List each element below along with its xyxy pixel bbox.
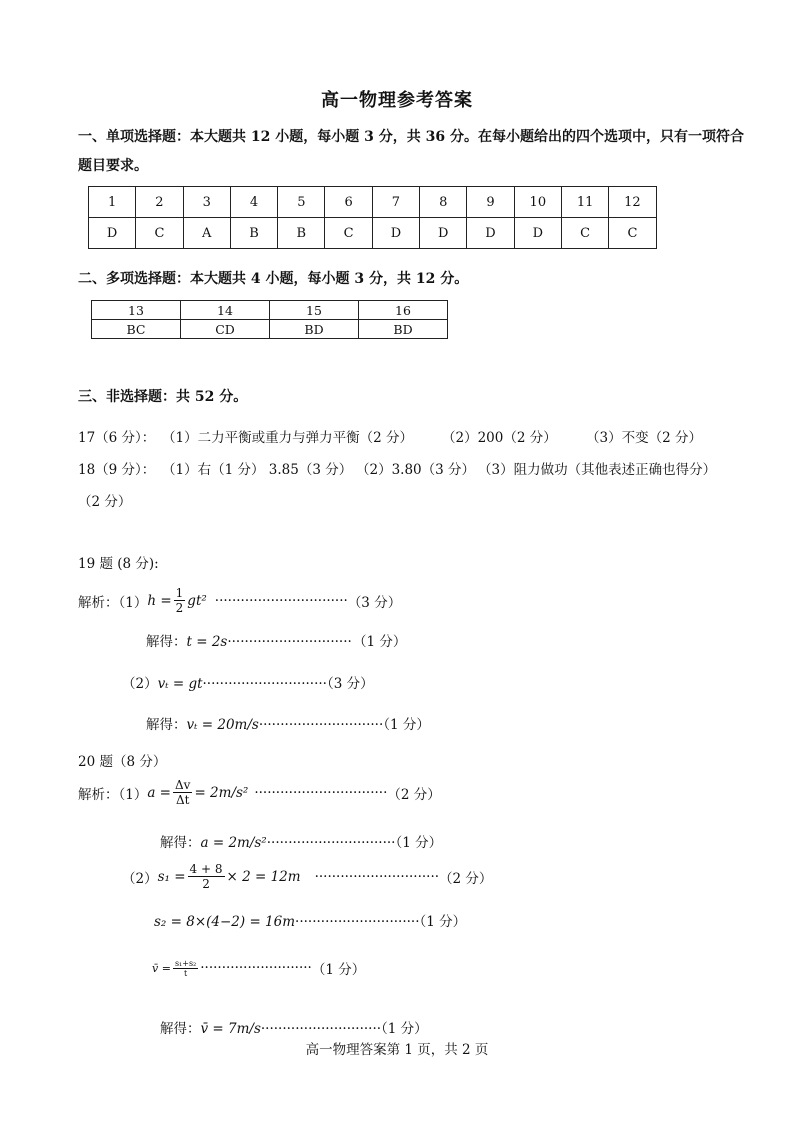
leader-dots: ······························ bbox=[266, 835, 396, 851]
solution-label: 解得： bbox=[146, 634, 187, 650]
part-label: （2） bbox=[122, 676, 158, 692]
q20-eq4-line bbox=[152, 958, 365, 978]
q18-part2: （2）3.80（3 分） bbox=[356, 462, 476, 478]
fraction-numerator: 4 + 8 bbox=[189, 862, 223, 876]
fraction-denominator: 2 bbox=[202, 877, 210, 891]
q18-part3: （3）阻力做功（其他表述正确也得分） bbox=[478, 462, 717, 478]
score: （1 分） bbox=[359, 634, 407, 650]
solution-label: 解得： bbox=[160, 1021, 201, 1037]
answer-cell: C bbox=[609, 218, 656, 249]
leader-dots: ····························· bbox=[314, 868, 440, 885]
table-row bbox=[92, 301, 448, 320]
q20-sol1-line bbox=[160, 831, 442, 851]
question-number-cell: 2 bbox=[136, 187, 183, 218]
section2-heading: 二、多项选择题：本大题共 4 小题，每小题 3 分，共 12 分。 bbox=[78, 271, 469, 287]
question-number-cell: 14 bbox=[181, 301, 270, 320]
q18-label: 18（9 分）： bbox=[78, 462, 156, 478]
table-row bbox=[89, 218, 657, 249]
question-number-cell: 1 bbox=[89, 187, 136, 218]
fraction bbox=[173, 959, 198, 978]
score: （1 分） bbox=[381, 1021, 428, 1037]
q18-part3-cont: （2 分） bbox=[78, 494, 132, 510]
eq-lhs: v̄ = bbox=[152, 961, 171, 975]
answer-cell: C bbox=[561, 218, 608, 249]
question-number-cell: 12 bbox=[609, 187, 656, 218]
answer-cell: BC bbox=[92, 320, 181, 339]
page-title: 高一物理参考答案 bbox=[321, 90, 473, 111]
part-label: （2） bbox=[122, 870, 158, 887]
jiexi-label: 解析：（1） bbox=[78, 594, 148, 611]
eq-lhs: a = bbox=[147, 784, 171, 801]
question-number-cell: 3 bbox=[183, 187, 230, 218]
solution-expr: a = 2m/s² bbox=[200, 835, 267, 851]
q20-label: 20 题（8 分） bbox=[78, 754, 167, 770]
solution-label: 解得： bbox=[160, 835, 201, 851]
question-number-cell: 10 bbox=[514, 187, 561, 218]
section1-heading-line2: 题目要求。 bbox=[78, 158, 148, 174]
page-footer: 高一物理答案第 1 页，共 2 页 bbox=[305, 1042, 489, 1058]
solution-label: 解得： bbox=[146, 717, 187, 733]
fraction-numerator: s₁+s₂ bbox=[174, 958, 197, 968]
answer-cell: CD bbox=[181, 320, 270, 339]
score: （1 分） bbox=[311, 962, 366, 978]
multi-choice-table bbox=[91, 300, 448, 339]
q20-eq3-line bbox=[154, 910, 466, 930]
fraction-numerator: Δv bbox=[175, 778, 191, 792]
score: （2 分） bbox=[387, 786, 441, 803]
question-number-cell: 9 bbox=[467, 187, 514, 218]
question-number-cell: 7 bbox=[372, 187, 419, 218]
answer-cell: D bbox=[467, 218, 514, 249]
table-row bbox=[89, 187, 657, 218]
answer-cell: D bbox=[372, 218, 419, 249]
score: （1 分） bbox=[419, 914, 467, 930]
question-number-cell: 6 bbox=[325, 187, 372, 218]
leader-dots: ···························· bbox=[260, 1021, 382, 1037]
section3-heading: 三、非选择题：共 52 分。 bbox=[78, 389, 248, 405]
score: （3 分） bbox=[347, 594, 402, 611]
fraction-denominator: t bbox=[183, 968, 188, 978]
answer-cell: B bbox=[230, 218, 277, 249]
leader-dots: ····························· bbox=[202, 676, 327, 692]
q19-sol1-line bbox=[146, 630, 406, 650]
fraction-denominator: Δt bbox=[175, 793, 190, 807]
q17-part3: （3）不变（2 分） bbox=[586, 430, 702, 446]
q20-eq2-line bbox=[122, 862, 492, 891]
answer-cell: C bbox=[136, 218, 183, 249]
question-number-cell: 11 bbox=[561, 187, 608, 218]
fraction-denominator: 2 bbox=[175, 601, 184, 615]
eq-expr: vₜ = gt bbox=[157, 676, 203, 692]
eq-lhs: h = bbox=[147, 592, 172, 609]
jiexi-label: 解析：（1） bbox=[78, 786, 148, 803]
score: （3 分） bbox=[326, 676, 374, 692]
eq-lhs: s₁ = bbox=[157, 868, 186, 885]
leader-dots: ····························· bbox=[295, 914, 420, 930]
solution-expr: vₜ = 20m/s bbox=[186, 717, 259, 733]
answer-cell: D bbox=[420, 218, 467, 249]
q20-sol2-line bbox=[160, 1017, 428, 1037]
fraction bbox=[188, 862, 225, 891]
eq-rhs: = 2m/s² bbox=[194, 784, 249, 801]
question-number-cell: 5 bbox=[278, 187, 325, 218]
eq-expr: s₂ = 8×(4−2) = 16m bbox=[154, 914, 296, 930]
table-row bbox=[92, 320, 448, 339]
fraction-numerator: 1 bbox=[175, 586, 184, 600]
q19-sol2-line bbox=[146, 713, 430, 733]
solution-expr: v̄ = 7m/s bbox=[200, 1021, 261, 1037]
score: （1 分） bbox=[383, 717, 430, 733]
score: （1 分） bbox=[395, 835, 443, 851]
fraction bbox=[174, 586, 186, 615]
answer-cell: BD bbox=[359, 320, 448, 339]
leader-dots: ······························· bbox=[214, 592, 348, 609]
q18-part1: （1）右（1 分） 3.85（3 分） bbox=[162, 462, 353, 478]
answer-cell: A bbox=[183, 218, 230, 249]
single-choice-table bbox=[88, 186, 657, 249]
question-number-cell: 15 bbox=[270, 301, 359, 320]
answer-cell: D bbox=[514, 218, 561, 249]
question-number-cell: 16 bbox=[359, 301, 448, 320]
eq-rhs: × 2 = 12m bbox=[226, 868, 301, 885]
leader-dots: ·························· bbox=[200, 960, 312, 976]
answer-cell: B bbox=[278, 218, 325, 249]
q19-label: 19 题 (8 分): bbox=[78, 556, 159, 572]
answer-cell: D bbox=[89, 218, 136, 249]
q19-eq2-line bbox=[122, 672, 374, 692]
score: （2 分） bbox=[439, 870, 493, 887]
question-number-cell: 8 bbox=[420, 187, 467, 218]
q17-label: 17（6 分）： bbox=[78, 430, 156, 446]
q20-eq1-line bbox=[78, 778, 441, 807]
q17-part1: （1）二力平衡或重力与弹力平衡（2 分） bbox=[162, 430, 413, 446]
leader-dots: ······························· bbox=[254, 784, 388, 801]
question-number-cell: 13 bbox=[92, 301, 181, 320]
section1-heading-line1: 一、单项选择题：本大题共 12 小题，每小题 3 分，共 36 分。在每小题给出的四个选项中，只有一项符合 bbox=[78, 129, 744, 145]
eq-rhs: gt² bbox=[187, 592, 207, 609]
q17-part2: （2）200（2 分） bbox=[442, 430, 557, 446]
answer-cell: BD bbox=[270, 320, 359, 339]
fraction bbox=[173, 778, 192, 807]
leader-dots: ····························· bbox=[258, 717, 384, 733]
leader-dots: ····························· bbox=[227, 634, 352, 650]
q19-eq1-line bbox=[78, 586, 401, 615]
answer-cell: C bbox=[325, 218, 372, 249]
solution-expr: t = 2s bbox=[186, 634, 228, 650]
question-number-cell: 4 bbox=[230, 187, 277, 218]
